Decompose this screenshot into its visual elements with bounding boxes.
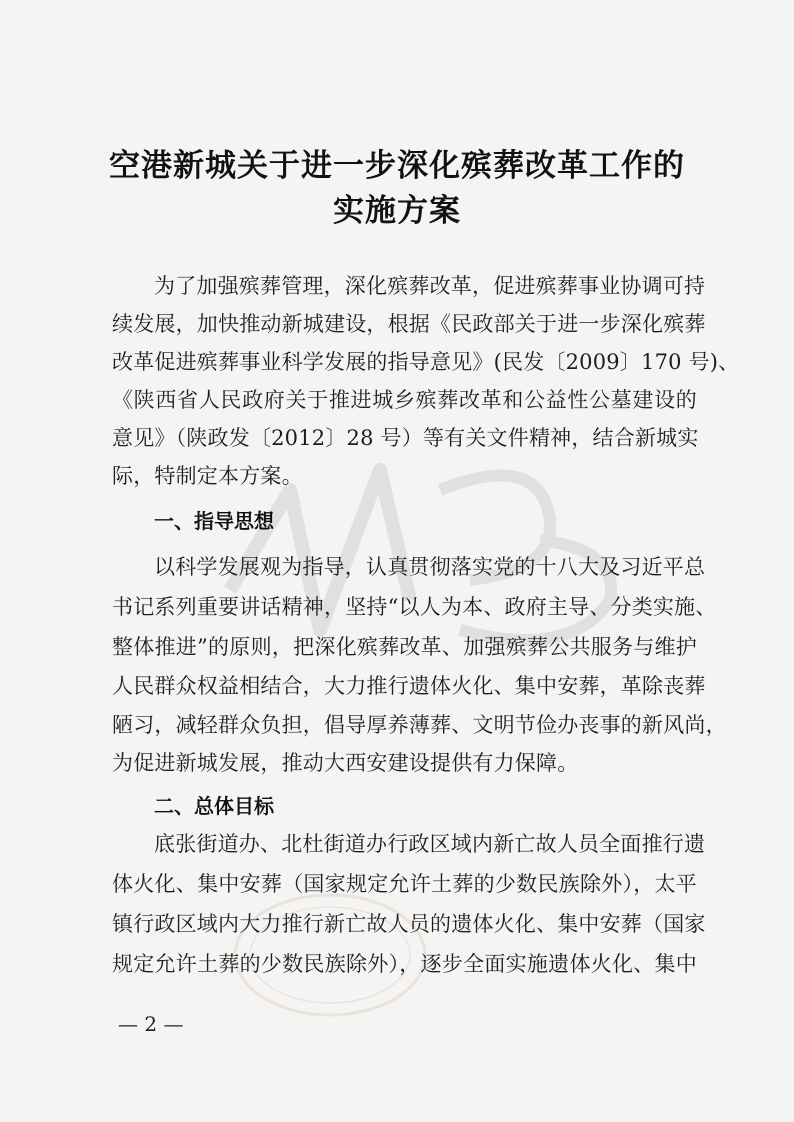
- section2-line: 规定允许土葬的少数民族除外），逐步全面实施遗体火化、集中: [112, 952, 697, 976]
- intro-line: 意见》（陕政发〔2012〕28 号）等有关文件精神，结合新城实: [112, 426, 699, 450]
- section2-line: 底张街道办、北杜街道办行政区域内新亡故人员全面推行遗: [154, 832, 706, 856]
- section1-line: 以科学发展观为指导，认真贯彻落实党的十八大及习近平总: [154, 555, 706, 579]
- section-heading-guiding-ideology: 一、指导思想: [154, 509, 274, 533]
- intro-line: 为了加强殡葬管理，深化殡葬改革，促进殡葬事业协调可持: [154, 274, 706, 298]
- page-number: — 2 —: [118, 1012, 184, 1036]
- intro-line: 改革促进殡葬事业科学发展的指导意见》(民发〔2009〕170 号)、: [112, 350, 740, 374]
- section1-line: 陋习，减轻群众负担，倡导厚养薄葬、文明节俭办丧事的新风尚，: [112, 713, 727, 737]
- section2-line: 体火化、集中安葬（国家规定允许土葬的少数民族除外），太平: [112, 872, 697, 896]
- section1-line: 书记系列重要讲话精神，坚持“以人为本、政府主导、分类实施、: [112, 595, 717, 619]
- intro-line: 际，特制定本方案。: [112, 464, 303, 488]
- document-title-line2: 实施方案: [333, 193, 461, 229]
- intro-line: 续发展，加快推动新城建设，根据《民政部关于进一步深化殡葬: [112, 312, 706, 336]
- document-title-line1: 空港新城关于进一步深化殡葬改革工作的: [109, 148, 685, 184]
- section1-line: 人民群众权益相结合，大力推行遗体火化、集中安葬，革除丧葬: [112, 674, 706, 698]
- section-heading-overall-goal: 二、总体目标: [154, 794, 274, 818]
- section1-line: 整体推进”的原则，把深化殡葬改革、加强殡葬公共服务与维护: [112, 635, 697, 659]
- section2-line: 镇行政区域内大力推行新亡故人员的遗体火化、集中安葬（国家: [112, 912, 706, 936]
- intro-line: 《陕西省人民政府关于推进城乡殡葬改革和公益性公墓建设的: [112, 388, 697, 412]
- section1-line: 为促进新城发展，推动大西安建设提供有力保障。: [112, 751, 579, 775]
